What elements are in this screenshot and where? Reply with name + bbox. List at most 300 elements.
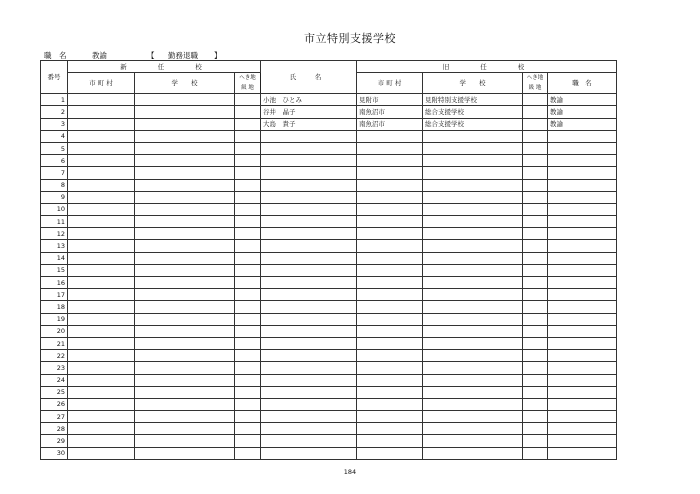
name-cell (261, 142, 357, 154)
row-number: 10 (41, 203, 68, 215)
table-row (41, 191, 617, 203)
row-number: 1 (41, 94, 68, 106)
old-city-cell (357, 228, 423, 240)
new-city-cell (68, 155, 135, 167)
new-remote-cell (235, 447, 261, 459)
new-school-cell (135, 301, 235, 313)
header-old-school-group: 旧 任 校 (357, 61, 617, 73)
old-city-cell (357, 386, 423, 398)
name-cell (261, 411, 357, 423)
new-remote-cell (235, 264, 261, 276)
row-number: 17 (41, 289, 68, 301)
table-row (41, 447, 617, 459)
old-remote-cell (523, 130, 548, 142)
table-row (41, 337, 617, 349)
new-remote-cell (235, 435, 261, 447)
table-row (41, 264, 617, 276)
new-school-cell (135, 264, 235, 276)
position-cell (548, 155, 617, 167)
new-school-cell (135, 350, 235, 362)
new-remote-cell (235, 179, 261, 191)
position-cell (548, 142, 617, 154)
old-city-cell (357, 362, 423, 374)
new-remote-cell (235, 118, 261, 130)
row-number: 26 (41, 398, 68, 410)
old-city-cell (357, 398, 423, 410)
old-school-cell (423, 130, 523, 142)
old-remote-cell (523, 301, 548, 313)
old-remote-cell (523, 252, 548, 264)
new-school-cell (135, 118, 235, 130)
name-cell (261, 191, 357, 203)
old-city-cell (357, 325, 423, 337)
new-city-cell (68, 337, 135, 349)
new-school-cell (135, 228, 235, 240)
old-remote-cell (523, 447, 548, 459)
row-number: 4 (41, 130, 68, 142)
position-cell (548, 179, 617, 191)
row-number: 30 (41, 447, 68, 459)
name-cell (261, 313, 357, 325)
old-school-cell: 見附特別支援学校 (423, 94, 523, 106)
name-cell (261, 435, 357, 447)
name-cell (261, 203, 357, 215)
old-school-cell (423, 216, 523, 228)
type-value: 勤務退職 (168, 51, 198, 60)
new-remote-cell (235, 423, 261, 435)
old-remote-cell (523, 411, 548, 423)
row-number: 6 (41, 155, 68, 167)
old-city-cell: 南魚沼市 (357, 118, 423, 130)
new-city-cell (68, 277, 135, 289)
row-number: 12 (41, 228, 68, 240)
old-school-cell (423, 337, 523, 349)
old-school-cell (423, 325, 523, 337)
new-city-cell (68, 264, 135, 276)
new-school-cell (135, 447, 235, 459)
old-remote-cell (523, 142, 548, 154)
new-city-cell (68, 179, 135, 191)
old-remote-cell (523, 203, 548, 215)
new-city-cell (68, 386, 135, 398)
header-old-city: 市 町 村 (357, 73, 423, 94)
new-school-cell (135, 277, 235, 289)
header-new-school: 学 校 (135, 73, 235, 94)
row-number: 18 (41, 301, 68, 313)
new-remote-cell (235, 411, 261, 423)
old-school-cell (423, 374, 523, 386)
old-city-cell (357, 301, 423, 313)
table-row (41, 130, 617, 142)
new-school-cell (135, 423, 235, 435)
new-remote-cell (235, 191, 261, 203)
old-remote-cell (523, 94, 548, 106)
new-remote-cell (235, 155, 261, 167)
name-cell (261, 423, 357, 435)
table-row (41, 203, 617, 215)
name-cell (261, 130, 357, 142)
position-cell (548, 435, 617, 447)
table-row (41, 362, 617, 374)
new-city-cell (68, 447, 135, 459)
old-remote-cell (523, 435, 548, 447)
old-remote-cell (523, 179, 548, 191)
new-city-cell (68, 240, 135, 252)
old-school-cell (423, 301, 523, 313)
row-number: 15 (41, 264, 68, 276)
new-school-cell (135, 362, 235, 374)
new-school-cell (135, 130, 235, 142)
table-row (41, 216, 617, 228)
new-city-cell (68, 191, 135, 203)
new-remote-cell (235, 386, 261, 398)
new-remote-cell (235, 142, 261, 154)
name-cell: 小池 ひとみ (261, 94, 357, 106)
name-cell (261, 179, 357, 191)
old-city-cell (357, 130, 423, 142)
new-city-cell (68, 423, 135, 435)
position-cell (548, 240, 617, 252)
row-number: 13 (41, 240, 68, 252)
row-number: 27 (41, 411, 68, 423)
old-school-cell (423, 264, 523, 276)
new-city-cell (68, 130, 135, 142)
old-city-cell (357, 264, 423, 276)
old-city-cell (357, 191, 423, 203)
new-city-cell (68, 118, 135, 130)
table-row (41, 350, 617, 362)
new-school-cell (135, 289, 235, 301)
new-remote-cell (235, 374, 261, 386)
old-school-cell (423, 191, 523, 203)
new-remote-cell (235, 362, 261, 374)
table-row (41, 252, 617, 264)
job-label: 職 名 (44, 51, 67, 60)
old-school-cell (423, 179, 523, 191)
new-city-cell (68, 301, 135, 313)
new-school-cell (135, 167, 235, 179)
position-cell (548, 191, 617, 203)
new-school-cell (135, 374, 235, 386)
new-city-cell (68, 203, 135, 215)
old-city-cell (357, 374, 423, 386)
header-name: 氏 名 (261, 61, 357, 94)
old-city-cell (357, 142, 423, 154)
new-city-cell (68, 435, 135, 447)
old-city-cell (357, 179, 423, 191)
position-cell (548, 277, 617, 289)
type-open-bracket: 【 (147, 51, 155, 60)
header-position: 職 名 (548, 73, 617, 94)
header-new-city: 市 町 村 (68, 73, 135, 94)
new-city-cell (68, 374, 135, 386)
old-school-cell (423, 362, 523, 374)
old-city-cell (357, 337, 423, 349)
table-row (41, 301, 617, 313)
old-school-cell (423, 447, 523, 459)
name-cell: 谷井 晶子 (261, 106, 357, 118)
new-city-cell (68, 167, 135, 179)
old-remote-cell (523, 398, 548, 410)
new-school-cell (135, 240, 235, 252)
row-number: 23 (41, 362, 68, 374)
header-new-school-group: 新 任 校 (68, 61, 261, 73)
name-cell (261, 374, 357, 386)
type-close-bracket: 】 (214, 51, 222, 60)
new-school-cell (135, 386, 235, 398)
table-row (41, 142, 617, 154)
new-school-cell (135, 179, 235, 191)
name-cell (261, 350, 357, 362)
new-remote-cell (235, 216, 261, 228)
new-city-cell (68, 313, 135, 325)
table-row (41, 228, 617, 240)
old-remote-cell (523, 362, 548, 374)
position-cell (548, 216, 617, 228)
position-cell (548, 301, 617, 313)
old-school-cell (423, 277, 523, 289)
row-number: 28 (41, 423, 68, 435)
new-school-cell (135, 252, 235, 264)
row-number: 24 (41, 374, 68, 386)
new-remote-cell (235, 350, 261, 362)
old-school-cell (423, 142, 523, 154)
position-cell (548, 447, 617, 459)
position-cell (548, 313, 617, 325)
new-remote-cell (235, 301, 261, 313)
old-school-cell (423, 240, 523, 252)
old-city-cell (357, 423, 423, 435)
old-city-cell (357, 240, 423, 252)
old-city-cell (357, 167, 423, 179)
new-remote-cell (235, 130, 261, 142)
new-remote-cell (235, 94, 261, 106)
old-remote-cell (523, 277, 548, 289)
new-school-cell (135, 398, 235, 410)
position-cell (548, 228, 617, 240)
header-old-remote: へき地 級 地 (523, 73, 548, 94)
row-number: 21 (41, 337, 68, 349)
old-school-cell (423, 289, 523, 301)
position-cell (548, 337, 617, 349)
row-number: 22 (41, 350, 68, 362)
old-remote-cell (523, 155, 548, 167)
new-city-cell (68, 228, 135, 240)
document-title: 市立特別支援学校 (304, 32, 396, 45)
position-cell (548, 423, 617, 435)
old-remote-cell (523, 337, 548, 349)
position-cell (548, 362, 617, 374)
table-row (41, 289, 617, 301)
old-school-cell (423, 313, 523, 325)
position-cell: 教諭 (548, 118, 617, 130)
old-remote-cell (523, 386, 548, 398)
new-school-cell (135, 106, 235, 118)
new-city-cell (68, 94, 135, 106)
table-row (41, 374, 617, 386)
name-cell (261, 264, 357, 276)
new-remote-cell (235, 289, 261, 301)
old-city-cell (357, 155, 423, 167)
old-city-cell (357, 350, 423, 362)
table-row (41, 277, 617, 289)
row-number: 7 (41, 167, 68, 179)
old-city-cell (357, 435, 423, 447)
old-school-cell (423, 411, 523, 423)
row-number: 5 (41, 142, 68, 154)
old-city-cell (357, 216, 423, 228)
old-city-cell (357, 252, 423, 264)
old-school-cell (423, 423, 523, 435)
position-cell (548, 130, 617, 142)
new-school-cell (135, 142, 235, 154)
new-school-cell (135, 337, 235, 349)
name-cell (261, 240, 357, 252)
position-cell (548, 203, 617, 215)
new-city-cell (68, 362, 135, 374)
table-row (41, 179, 617, 191)
old-remote-cell (523, 167, 548, 179)
position-cell: 教諭 (548, 94, 617, 106)
header-row-1 (41, 61, 617, 73)
old-school-cell (423, 386, 523, 398)
old-remote-cell (523, 118, 548, 130)
name-cell (261, 301, 357, 313)
old-remote-cell (523, 325, 548, 337)
row-number: 11 (41, 216, 68, 228)
table-row (41, 155, 617, 167)
new-school-cell (135, 411, 235, 423)
old-city-cell (357, 313, 423, 325)
job-value: 教諭 (92, 51, 107, 60)
name-cell (261, 337, 357, 349)
roster-table (40, 60, 617, 460)
row-number: 2 (41, 106, 68, 118)
new-city-cell (68, 252, 135, 264)
row-number: 19 (41, 313, 68, 325)
new-remote-cell (235, 240, 261, 252)
old-city-cell: 南魚沼市 (357, 106, 423, 118)
old-remote-cell (523, 374, 548, 386)
old-remote-cell (523, 289, 548, 301)
row-number: 25 (41, 386, 68, 398)
old-remote-cell (523, 423, 548, 435)
name-cell (261, 325, 357, 337)
name-cell (261, 362, 357, 374)
table-row (41, 240, 617, 252)
name-cell (261, 228, 357, 240)
position-cell (548, 350, 617, 362)
old-school-cell (423, 350, 523, 362)
new-remote-cell (235, 325, 261, 337)
old-school-cell (423, 252, 523, 264)
name-cell (261, 447, 357, 459)
table-row (41, 118, 617, 130)
name-cell (261, 398, 357, 410)
row-number: 3 (41, 118, 68, 130)
old-city-cell: 見附市 (357, 94, 423, 106)
old-school-cell (423, 228, 523, 240)
new-school-cell (135, 325, 235, 337)
old-city-cell (357, 447, 423, 459)
table-row (41, 423, 617, 435)
name-cell (261, 167, 357, 179)
new-city-cell (68, 411, 135, 423)
table-row (41, 313, 617, 325)
old-remote-cell (523, 240, 548, 252)
new-remote-cell (235, 398, 261, 410)
new-city-cell (68, 142, 135, 154)
position-cell (548, 411, 617, 423)
position-cell (548, 374, 617, 386)
new-city-cell (68, 350, 135, 362)
new-city-cell (68, 325, 135, 337)
new-school-cell (135, 216, 235, 228)
table-row (41, 411, 617, 423)
old-remote-cell (523, 313, 548, 325)
row-number: 9 (41, 191, 68, 203)
new-school-cell (135, 435, 235, 447)
header-old-school: 学 校 (423, 73, 523, 94)
new-city-cell (68, 106, 135, 118)
old-remote-cell (523, 216, 548, 228)
row-number: 29 (41, 435, 68, 447)
header-number: 番号 (41, 61, 68, 94)
new-school-cell (135, 203, 235, 215)
new-school-cell (135, 313, 235, 325)
old-city-cell (357, 411, 423, 423)
name-cell (261, 252, 357, 264)
position-cell: 教諭 (548, 106, 617, 118)
new-remote-cell (235, 106, 261, 118)
old-city-cell (357, 277, 423, 289)
name-cell (261, 155, 357, 167)
position-cell (548, 386, 617, 398)
name-cell: 大島 貴子 (261, 118, 357, 130)
old-school-cell: 総合支援学校 (423, 106, 523, 118)
position-cell (548, 264, 617, 276)
name-cell (261, 216, 357, 228)
new-remote-cell (235, 203, 261, 215)
old-remote-cell (523, 228, 548, 240)
header-new-remote: へき地 級 地 (235, 73, 261, 94)
old-city-cell (357, 289, 423, 301)
name-cell (261, 277, 357, 289)
old-school-cell: 総合支援学校 (423, 118, 523, 130)
position-cell (548, 398, 617, 410)
new-remote-cell (235, 313, 261, 325)
new-remote-cell (235, 252, 261, 264)
name-cell (261, 386, 357, 398)
table-row (41, 106, 617, 118)
old-city-cell (357, 203, 423, 215)
old-remote-cell (523, 191, 548, 203)
table-row (41, 325, 617, 337)
row-number: 8 (41, 179, 68, 191)
table-row (41, 398, 617, 410)
new-remote-cell (235, 167, 261, 179)
new-school-cell (135, 155, 235, 167)
old-remote-cell (523, 106, 548, 118)
new-city-cell (68, 289, 135, 301)
old-remote-cell (523, 350, 548, 362)
row-number: 16 (41, 277, 68, 289)
name-cell (261, 289, 357, 301)
row-number: 14 (41, 252, 68, 264)
table-row (41, 167, 617, 179)
new-school-cell (135, 94, 235, 106)
old-school-cell (423, 167, 523, 179)
